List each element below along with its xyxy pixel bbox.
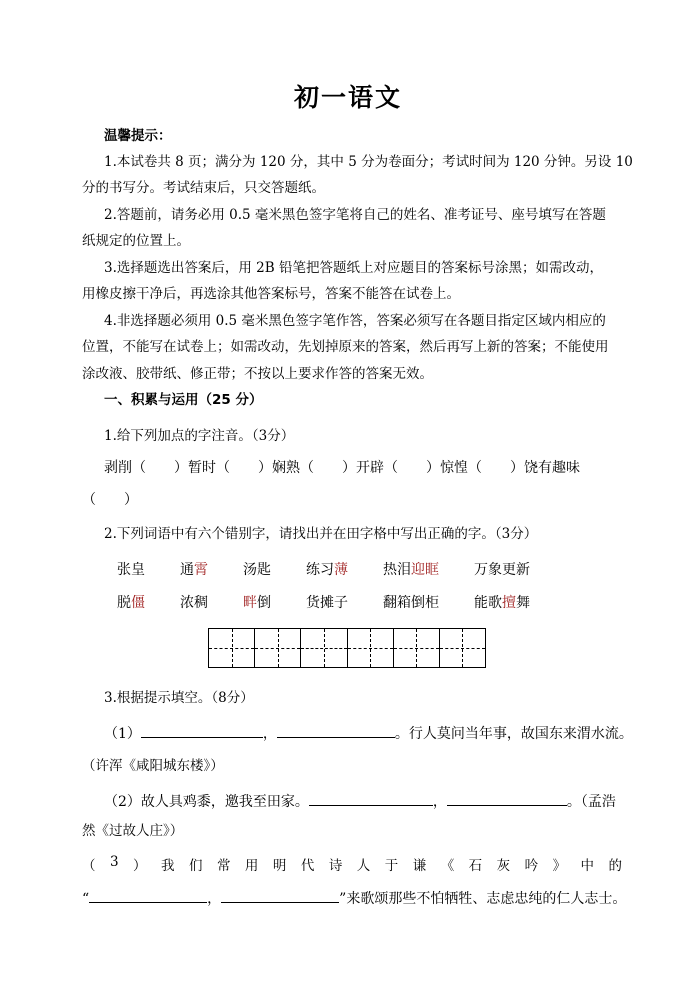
word: 张皇 (117, 562, 145, 578)
answer-blank[interactable] (309, 791, 433, 806)
char: 石 (468, 858, 483, 874)
q3-item-3-line-1 (82, 854, 622, 874)
char: 《 (440, 858, 455, 874)
q3-item-2 (104, 791, 616, 811)
answer-blank[interactable] (221, 888, 339, 903)
q1-prompt: 1.给下列加点的字注音。（3分） (104, 428, 295, 444)
grid-cell[interactable] (301, 629, 347, 667)
notice-line-2: 分的书写分。考试结束后，只交答题纸。 (82, 180, 325, 196)
grid-cell[interactable] (209, 629, 255, 667)
char: 人 (356, 858, 371, 874)
tianzige-answer-grid[interactable] (208, 628, 486, 668)
char: 吟 (524, 858, 539, 874)
q2-prompt: 2.下列词语中有六个错别字，请找出并在田字格中写出正确的字。（3分） (104, 526, 538, 542)
separator: ， (262, 726, 277, 742)
notice-line-5: 3.选择题选出答案后，用 2B 铅笔把答题纸上对应题目的答案标号涂黑；如需改动， (104, 260, 603, 276)
char: 3 (109, 854, 119, 870)
char: 中 (580, 858, 595, 874)
answer-blank[interactable] (277, 723, 395, 738)
grid-cell[interactable] (440, 629, 485, 667)
item-text: ”来歌颂那些不怕牺牲、志虑忠纯的仁人志士。 (339, 891, 627, 907)
item-text: 。（孟浩 (566, 794, 616, 810)
char: 谦 (412, 858, 427, 874)
char: 灰 (496, 858, 511, 874)
separator: ， (432, 794, 447, 810)
notice-line-7: 4.非选择题必须用 0.5 毫米黑色签字笔作答，答案必须写在各题目指定区域内相应的 (104, 313, 606, 329)
word: 翻箱倒柜 (383, 595, 439, 611)
item-text: 。行人莫问当年事，故国东来渭水流。 (394, 726, 633, 742)
char: 》 (552, 858, 567, 874)
word: 浓稠 (180, 595, 208, 611)
char: 我 (161, 858, 175, 874)
answer-blank[interactable] (447, 791, 567, 806)
char: 诗 (328, 858, 343, 874)
answer-blank[interactable] (141, 723, 263, 738)
grid-cell[interactable] (255, 629, 301, 667)
word: 汤匙 (243, 562, 271, 578)
char: 的 (608, 858, 622, 874)
grid-cell[interactable] (394, 629, 440, 667)
answer-blank[interactable] (89, 888, 207, 903)
q3-prompt: 3.根据提示填空。（8分） (104, 690, 254, 706)
open-quote: “ (82, 891, 90, 907)
notice-line-6: 用橡皮擦干净后，再选涂其他答案标号，答案不能答在试卷上。 (82, 286, 460, 302)
notice-line-8: 位置，不能写在试卷上；如需改动，先划掉原来的答案，然后再写上新的答案；不能使用 (82, 339, 609, 355)
q1-line-2: （ ） (82, 492, 138, 508)
word: 货摊子 (306, 595, 348, 611)
word: 热泪迎眶 (383, 562, 439, 578)
char: 于 (384, 858, 399, 874)
char: 常 (216, 858, 231, 874)
section-heading: 一、积累与运用（25 分） (104, 392, 263, 408)
item-number: （1） (104, 726, 141, 742)
word: 通霄 (180, 562, 208, 578)
q3-item-1-source: （许浑《咸阳城东楼》） (82, 758, 224, 774)
separator: ， (207, 891, 222, 907)
grid-cell[interactable] (348, 629, 394, 667)
word: 畔倒 (243, 595, 271, 611)
char: 代 (300, 858, 315, 874)
char: 用 (244, 858, 259, 874)
page-title: 初一语文 (293, 83, 402, 112)
notice-line-3: 2.答题前，请务必用 0.5 毫米黑色签字笔将自己的姓名、准考证号、座号填写在答题 (104, 207, 606, 223)
item-text: （2）故人具鸡黍，邀我至田家。 (104, 794, 309, 810)
notice-heading: 温馨提示： (104, 128, 172, 144)
char: 明 (272, 858, 287, 874)
q3-item-1 (104, 723, 633, 743)
notice-line-9: 涂改液、胶带纸、修正带；不按以上要求作答的答案无效。 (82, 366, 433, 382)
char: 们 (188, 858, 203, 874)
char: （ (82, 858, 96, 874)
notice-line-1: 1.本试卷共 8 页；满分为 120 分，其中 5 分为卷面分；考试时间为 120 分钟。另设 10 (104, 154, 633, 170)
word: 脱僵 (117, 595, 145, 611)
char: ） (133, 858, 147, 874)
word: 练习薄 (306, 562, 348, 578)
word: 万象更新 (474, 562, 530, 578)
q3-item-3-line-2 (82, 888, 626, 908)
q1-line-1: 剥削（ ）暂时（ ）娴熟（ ）开辟（ ）惊惶（ ）饶有趣味 (104, 460, 580, 476)
q3-item-2-source: 然《过故人庄》） (82, 823, 184, 839)
word: 能歌擅舞 (474, 595, 530, 611)
notice-line-4: 纸规定的位置上。 (82, 233, 190, 249)
